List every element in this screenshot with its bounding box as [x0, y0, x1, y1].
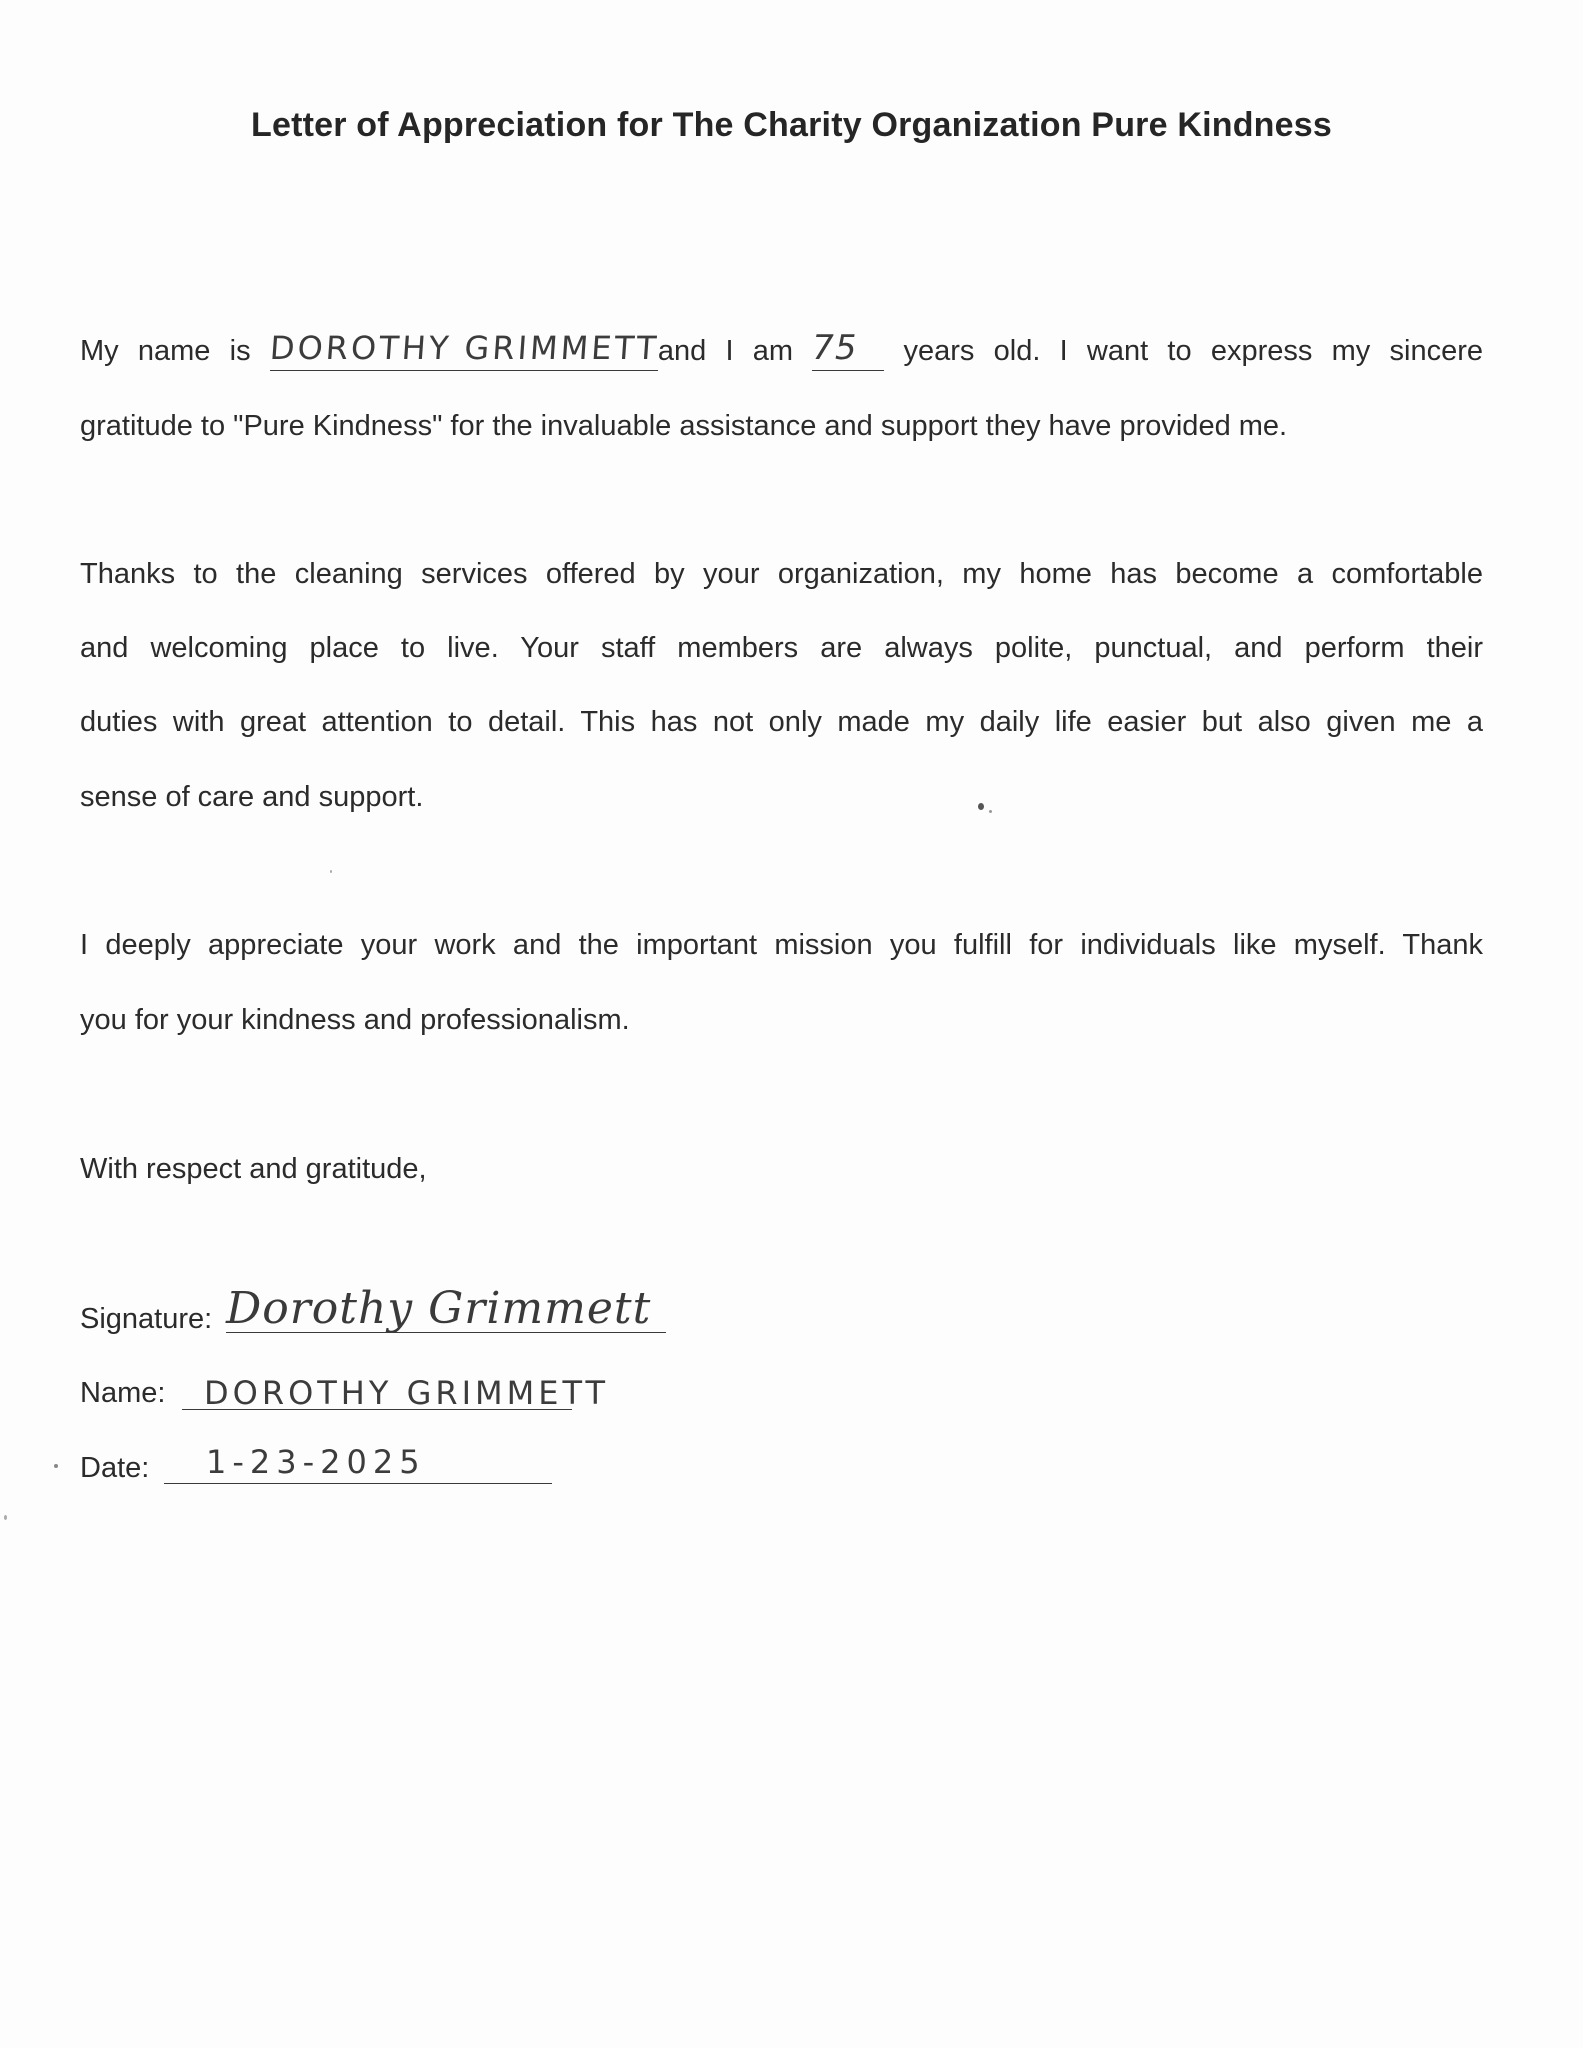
paragraph-2-line-3: duties with great attention to detail. This has not only made my daily life easier but also given me a	[80, 706, 1483, 738]
name-underline	[182, 1409, 572, 1410]
scan-speck	[54, 1464, 58, 1468]
closing-line: With respect and gratitude,	[80, 1153, 427, 1185]
scan-speck	[330, 870, 332, 873]
handwritten-age: 75	[812, 328, 858, 368]
age-blank	[812, 328, 884, 371]
handwritten-signature: Dorothy Grimmett	[226, 1283, 652, 1334]
paragraph-2-line-1: Thanks to the cleaning services offered by your organization, my home has become a comfortable	[80, 558, 1483, 590]
name-prefix: My name is	[80, 335, 251, 367]
signature-label: Signature:	[80, 1303, 213, 1335]
scan-speck	[4, 1515, 7, 1520]
name-label: Name:	[80, 1377, 166, 1409]
paragraph-2-line-2: and welcoming place to live. Your staff members are always polite, punctual, and perform their	[80, 632, 1483, 664]
age-prefix: and I am	[657, 335, 794, 367]
intro-line-1	[80, 328, 1483, 371]
handwritten-name: DOROTHY GRIMMETT	[268, 329, 661, 367]
name-blank	[268, 329, 661, 371]
intro-line-1-suffix: years old. I want to express my sincere	[903, 335, 1483, 367]
intro-line-2: gratitude to "Pure Kindness" for the invaluable assistance and support they have provided me.	[80, 410, 1288, 442]
scan-speck	[989, 810, 992, 813]
paragraph-3-line-1: I deeply appreciate your work and the important mission you fulfill for individuals like myself. Thank	[80, 929, 1483, 961]
handwritten-date: 1-23-2025	[206, 1443, 426, 1481]
scan-speck	[978, 803, 984, 810]
date-underline	[164, 1483, 552, 1484]
paragraph-3-line-2: you for your kindness and professionalism.	[80, 1004, 630, 1036]
signature-underline	[226, 1332, 666, 1333]
paragraph-2-line-4: sense of care and support.	[80, 781, 424, 813]
letter-title: Letter of Appreciation for The Charity Organization Pure Kindness	[251, 106, 1332, 144]
handwritten-printed-name: DOROTHY GRIMMETT	[204, 1374, 610, 1412]
date-label: Date:	[80, 1452, 150, 1484]
